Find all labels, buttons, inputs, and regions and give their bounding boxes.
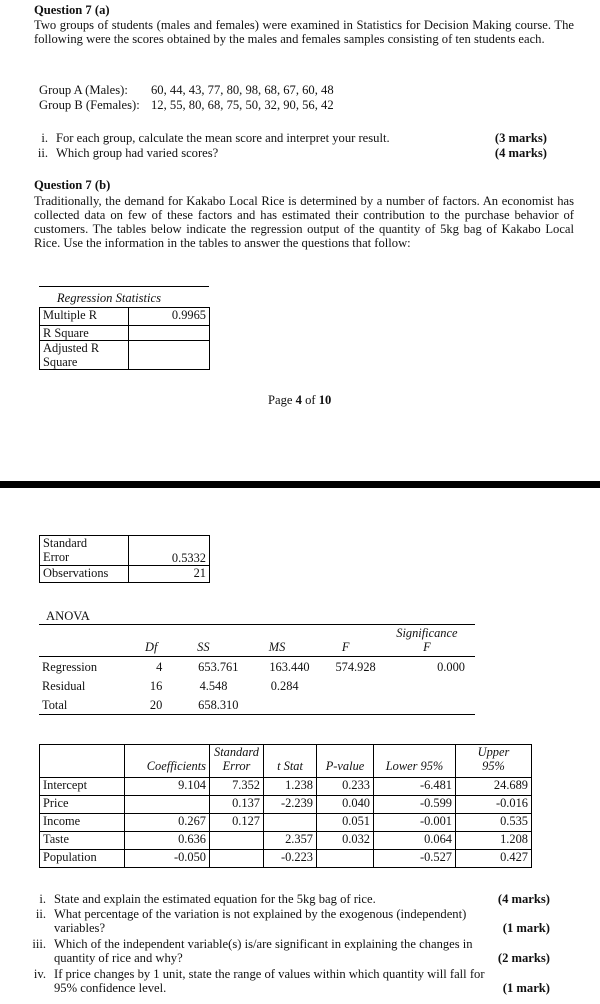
standard-error-label-line2: Error: [43, 550, 70, 564]
anova-cell-sig: 0.000: [437, 660, 465, 674]
observations-value: 21: [129, 566, 210, 583]
q7a-heading: Question 7 (a): [34, 3, 110, 17]
group-b-values: 12, 55, 80, 68, 75, 50, 32, 90, 56, 42: [151, 98, 334, 112]
question-number: ii.: [37, 146, 48, 160]
anova-cell-ms: 0.284: [270, 679, 299, 693]
anova-header-row: [39, 626, 475, 640]
coef-row-label: Income: [40, 814, 125, 832]
adjusted-r-value: [129, 341, 210, 370]
coef-cell-t: -0.223: [264, 850, 317, 868]
observations-label: Observations: [40, 566, 129, 583]
coef-header-upper-line1: Upper: [456, 745, 532, 760]
coef-cell-lower: -0.527: [374, 850, 456, 868]
coef-header-se-line1: Standard: [210, 745, 264, 760]
coef-cell-upper: 1.208: [456, 832, 532, 850]
coef-cell-se: 0.137: [210, 796, 264, 814]
coef-header-tstat: t Stat: [264, 759, 317, 778]
q7b-question-3: [20, 937, 550, 965]
anova-cell-ss: 653.761: [198, 660, 239, 674]
anova-cell-ss: 658.310: [198, 698, 239, 712]
coef-row-population: [40, 850, 532, 868]
coef-cell-upper: 24.689: [456, 778, 532, 796]
q7b-question-1: [20, 892, 550, 906]
question-text: For each group, calculate the mean score and interpret your result.: [56, 131, 390, 145]
group-b-label: Group B (Females):: [39, 98, 140, 112]
q7b-question-2: [20, 907, 550, 935]
regression-stats-title: Regression Statistics: [56, 291, 162, 305]
coef-row-label: Population: [40, 850, 125, 868]
q7b-heading: Question 7 (b): [34, 178, 111, 192]
question-text: State and explain the estimated equation for the 5kg bag of rice.: [54, 892, 376, 906]
coef-row-intercept: [40, 778, 532, 796]
question-text: What percentage of the variation is not explained by the exogenous (independent): [54, 907, 467, 921]
coef-cell-upper: -0.016: [456, 796, 532, 814]
coef-row-income: [40, 814, 532, 832]
coef-cell-p: 0.051: [317, 814, 374, 832]
coef-cell-se: [210, 850, 264, 868]
coef-cell-upper: 0.535: [456, 814, 532, 832]
coef-row-price: [40, 796, 532, 814]
anova-header-row-2: [39, 640, 475, 657]
anova-top-rule: [39, 624, 475, 625]
q7b-intro: Traditionally, the demand for Kakabo Local Rice is determined by a number of factors. An economist has collected data on few of these factors and has estimated their contribution to the purchase behavior of customers. The tables below indicate the regression output of the quantity of 5kg bag of Kakabo Local Rice. Use the information in the tables to answer the questions that follow:: [34, 194, 574, 250]
q7a-question-1: [22, 131, 547, 145]
coef-header-lower: Lower 95%: [374, 759, 456, 778]
anova-table: [39, 626, 475, 715]
coef-cell-t: 1.238: [264, 778, 317, 796]
coef-cell-se: [210, 832, 264, 850]
q7b-question-4: [20, 967, 550, 995]
page-footer-of: of: [301, 393, 319, 407]
anova-header-ss: SS: [197, 640, 210, 654]
anova-row-label: Regression: [42, 660, 98, 674]
page-footer-prefix: Page: [268, 393, 296, 407]
question-text: Which group had varied scores?: [56, 146, 219, 160]
coef-cell-coef: -0.050: [125, 850, 210, 868]
coef-cell-lower: 0.064: [374, 832, 456, 850]
coef-row-label: Intercept: [40, 778, 125, 796]
coef-cell-t: -2.239: [264, 796, 317, 814]
question-text-continued: 95% confidence level.: [54, 981, 167, 995]
anova-row-residual: [39, 674, 475, 693]
coef-cell-lower: -0.599: [374, 796, 456, 814]
coef-cell-p: [317, 850, 374, 868]
coef-row-label: Price: [40, 796, 125, 814]
question-number: ii.: [35, 907, 46, 921]
question-text-continued: variables?: [54, 921, 106, 935]
coef-cell-t: [264, 814, 317, 832]
coef-header-row-2: [40, 759, 532, 778]
regression-stats-table-continued: [39, 535, 210, 583]
coef-cell-p: 0.040: [317, 796, 374, 814]
question-number: i.: [39, 892, 46, 906]
anova-header-df: Df: [145, 640, 158, 654]
coef-header-row: [40, 745, 532, 760]
page-break-divider: [0, 481, 600, 488]
coef-row-taste: [40, 832, 532, 850]
coef-cell-coef: 0.636: [125, 832, 210, 850]
question-text: If price changes by 1 unit, state the range of values within which quantity will fall for: [54, 967, 485, 981]
adjusted-r-label-line2: Square: [43, 355, 78, 369]
question-marks: (1 mark): [502, 981, 550, 995]
adjusted-r-label: [40, 341, 129, 370]
anova-title: ANOVA: [46, 609, 90, 623]
q7a-question-2: [22, 146, 547, 160]
anova-row-regression: [39, 657, 475, 675]
anova-cell-ms: 163.440: [269, 660, 310, 674]
anova-row-total: [39, 693, 475, 715]
coef-cell-coef: 0.267: [125, 814, 210, 832]
anova-header-significance: Significance: [396, 626, 458, 640]
question-number: iii.: [32, 937, 46, 951]
anova-header-f: F: [341, 640, 350, 654]
question-text: Which of the independent variable(s) is/are significant in explaining the changes in: [54, 937, 473, 951]
r-square-value: [129, 326, 210, 341]
coef-header-upper-line2: 95%: [456, 759, 532, 778]
coef-header-coefficients: Coefficients: [125, 759, 210, 778]
anova-cell-ss: 4.548: [199, 679, 228, 693]
question-number: iv.: [33, 967, 46, 981]
anova-cell-df: 20: [149, 698, 163, 712]
coef-row-label: Taste: [40, 832, 125, 850]
regression-stats-top-rule: [39, 286, 209, 287]
anova-header-sig-f: F: [423, 640, 431, 654]
anova-row-label: Total: [42, 698, 68, 712]
page-total: 10: [318, 393, 332, 407]
q7a-intro: Two groups of students (males and females) were examined in Statistics for Decision Making course. The following were the scores obtained by the males and females samples consisting of ten students each.: [34, 18, 574, 46]
question-marks: (4 marks): [497, 892, 550, 906]
question-marks: (4 marks): [494, 146, 547, 160]
coef-cell-p: 0.233: [317, 778, 374, 796]
anova-cell-df: 16: [149, 679, 163, 693]
coef-cell-lower: -6.481: [374, 778, 456, 796]
coef-header-pvalue: P-value: [317, 759, 374, 778]
page-current: 4: [295, 393, 302, 407]
page-footer: [268, 393, 331, 407]
group-a-label: Group A (Males):: [39, 83, 128, 97]
coef-header-se-line2: Error: [210, 759, 264, 778]
question-text-continued: quantity of rice and why?: [54, 951, 183, 965]
multiple-r-label: Multiple R: [40, 308, 129, 326]
question-marks: (2 marks): [497, 951, 550, 965]
anova-cell-f: 574.928: [335, 660, 376, 674]
standard-error-value: 0.5332: [129, 536, 210, 566]
anova-cell-df: 4: [156, 660, 163, 674]
question-marks: (3 marks): [494, 131, 547, 145]
coef-cell-se: 7.352: [210, 778, 264, 796]
regression-stats-table: [39, 307, 210, 370]
coefficients-table: [39, 744, 532, 868]
coef-cell-upper: 0.427: [456, 850, 532, 868]
coef-cell-t: 2.357: [264, 832, 317, 850]
coef-cell-lower: -0.001: [374, 814, 456, 832]
r-square-label: R Square: [40, 326, 129, 341]
multiple-r-value: 0.9965: [129, 308, 210, 326]
coef-cell-p: 0.032: [317, 832, 374, 850]
question-number: i.: [41, 131, 48, 145]
coef-cell-se: 0.127: [210, 814, 264, 832]
anova-row-label: Residual: [42, 679, 86, 693]
adjusted-r-label-line1: Adjusted R: [43, 341, 100, 355]
anova-header-ms: MS: [268, 640, 286, 654]
question-marks: (1 mark): [502, 921, 550, 935]
standard-error-label-line1: Standard: [43, 536, 88, 550]
group-a-values: 60, 44, 43, 77, 80, 98, 68, 67, 60, 48: [151, 83, 334, 97]
standard-error-label: [40, 536, 129, 566]
coef-cell-coef: 9.104: [125, 778, 210, 796]
coef-cell-coef: [125, 796, 210, 814]
